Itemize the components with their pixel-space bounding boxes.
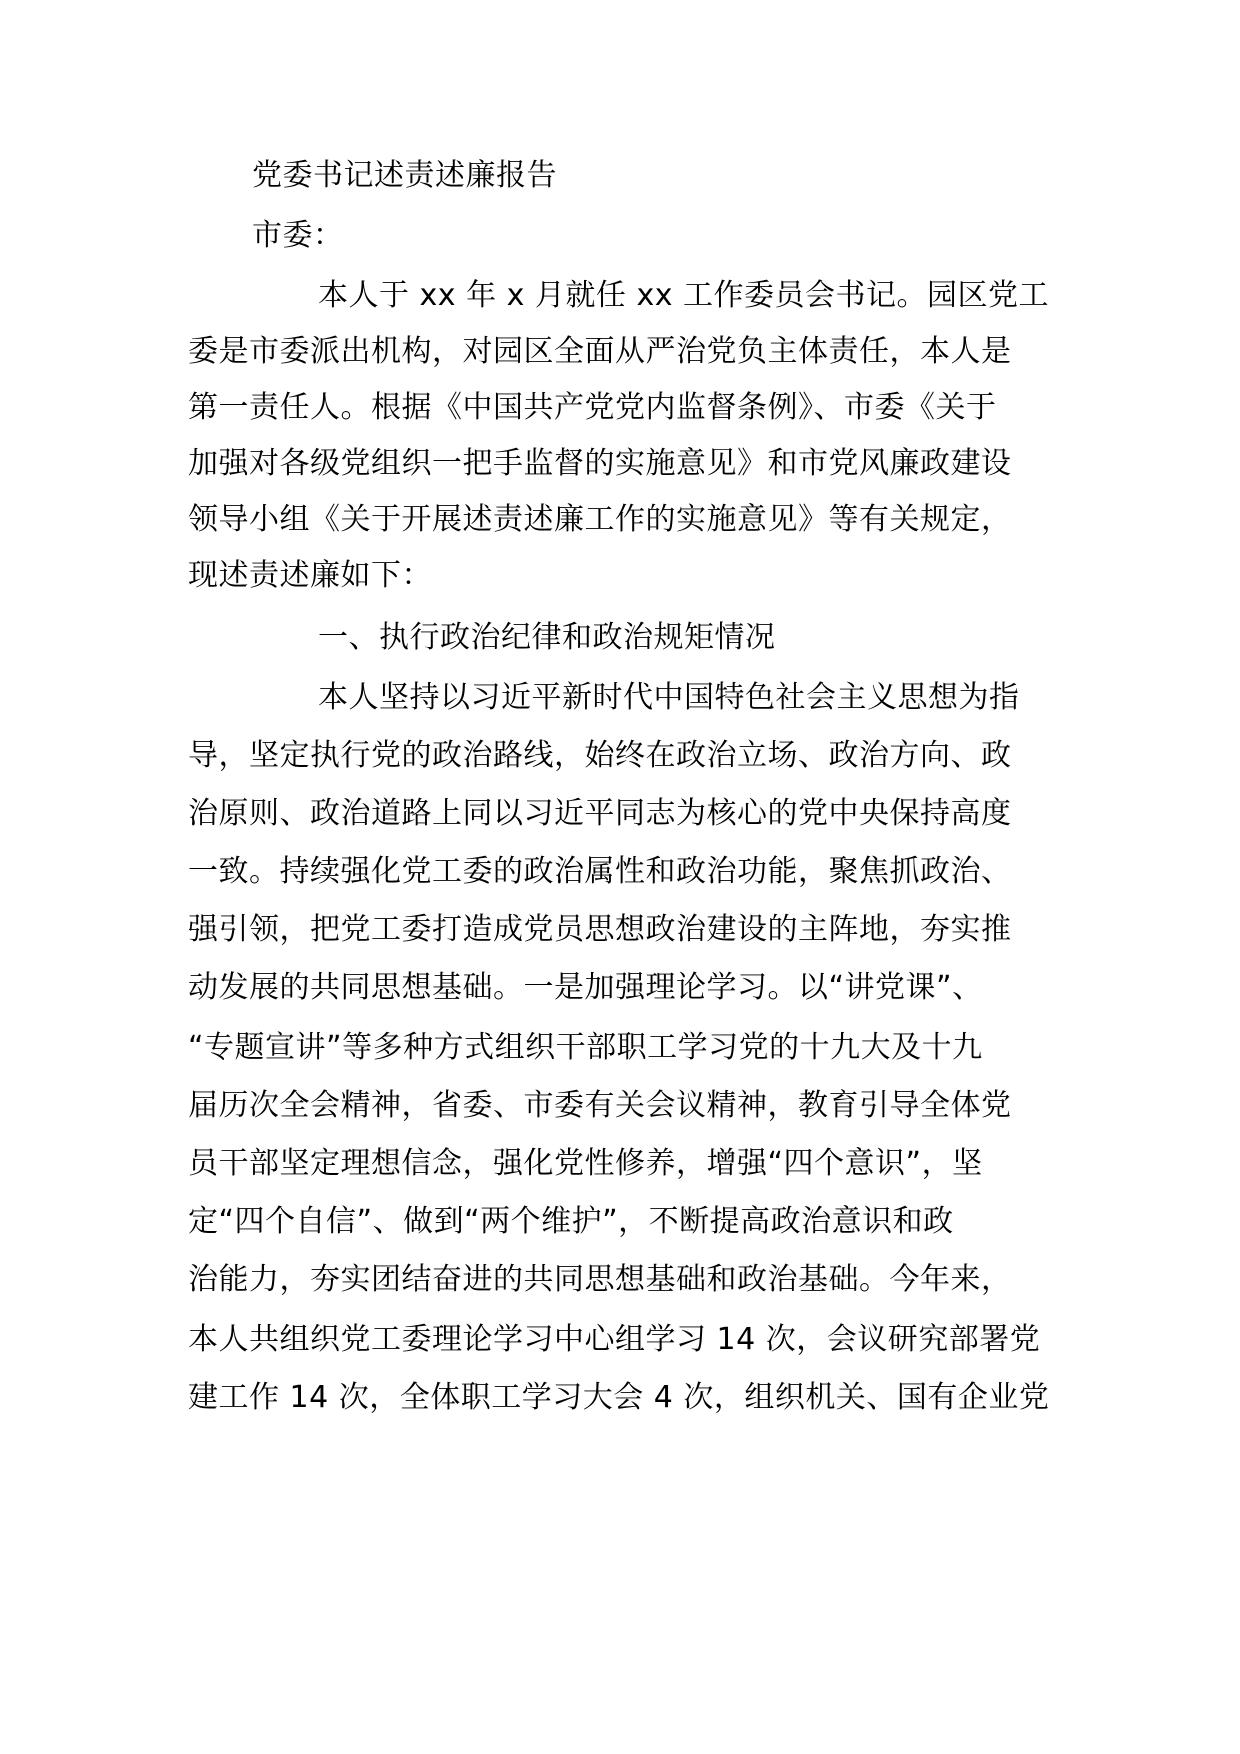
paragraph-line: 定“四个自信”、做到“两个维护”，不断提高政治意识和政 [188,1204,954,1239]
section-heading: 一、执行政治纪律和政治规矩情况 [318,620,776,655]
paragraph-line: 领导小组《关于开展述责述廉工作的实施意见》等有关规定， [188,502,1012,537]
paragraph-line: 员干部坚定理想信念，强化党性修养，增强“四个意识”，坚 [188,1146,983,1181]
paragraph-line: 治原则、政治道路上同以习近平同志为核心的党中央保持高度 [188,796,1012,831]
paragraph-line: 本人坚持以习近平新时代中国特色社会主义思想为指 [318,680,1020,715]
paragraph-line: 第一责任人。根据《中国共产党党内监督条例》、市委《关于 [188,390,997,425]
salutation: 市委： [252,218,344,253]
paragraph-line: “专题宣讲”等多种方式组织干部职工学习党的十九大及十九 [188,1030,983,1065]
paragraph-line: 建工作 14 次，全体职工学习大会 4 次，组织机关、国有企业党 [188,1380,1050,1415]
paragraph-line: 届历次全会精神，省委、市委有关会议精神，教育引导全体党 [188,1088,1012,1123]
paragraph-line: 加强对各级党组织一把手监督的实施意见》和市党风廉政建设 [188,446,1012,481]
paragraph-line: 强引领，把党工委打造成党员思想政治建设的主阵地，夯实推 [188,912,1012,947]
paragraph-line: 现述责述廉如下： [188,558,432,593]
paragraph-line: 治能力，夯实团结奋进的共同思想基础和政治基础。今年来， [188,1262,1012,1297]
paragraph-line: 一致。持续强化党工委的政治属性和政治功能，聚焦抓政治、 [188,854,1012,889]
paragraph-line: 本人于 xx 年 x 月就任 xx 工作委员会书记。园区党工 [318,278,1049,313]
paragraph-line: 本人共组织党工委理论学习中心组学习 14 次，会议研究部署党 [188,1322,1041,1357]
paragraph-line: 导，坚定执行党的政治路线，始终在政治立场、政治方向、政 [188,738,1012,773]
document-title: 党委书记述责述廉报告 [252,158,557,193]
paragraph-line: 动发展的共同思想基础。一是加强理论学习。以“讲党课”、 [188,970,983,1005]
paragraph-line: 委是市委派出机构，对园区全面从严治党负主体责任，本人是 [188,334,1012,369]
